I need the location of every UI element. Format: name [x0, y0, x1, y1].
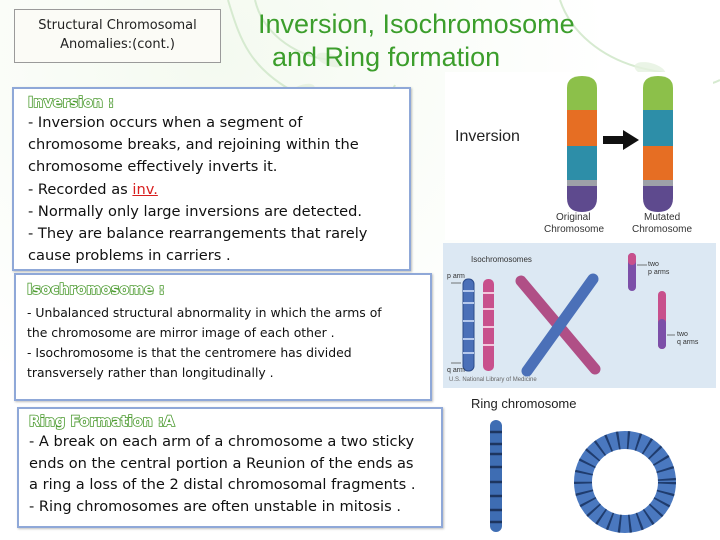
mutated-label-2: Chromosome	[632, 224, 693, 235]
ring-line: - A break on each arm of a chromosome a two sticky	[29, 433, 415, 450]
ring-line: ends on the central portion a Reunion of the ends as	[29, 454, 414, 472]
image-credit: U.S. National Library of Medicine	[449, 377, 537, 383]
section-label-line1: Structural Chromosomal	[38, 18, 197, 33]
isochromosome-body	[27, 303, 430, 383]
ring-figure-title: Ring chromosome	[471, 396, 577, 411]
isochromosome-figure	[443, 243, 716, 388]
isochromosome-figure-graphic	[443, 243, 716, 388]
mutated-label-1: Mutated	[644, 212, 681, 223]
inversion-line: chromosome effectively inverts it.	[28, 158, 278, 176]
ring-figure-graphic	[455, 392, 713, 534]
slide-title-line2: and Ring formation	[272, 42, 501, 72]
linear-chromosome	[490, 420, 502, 532]
ring-line: - Ring chromosomes are often unstable in mitosis .	[29, 497, 401, 515]
original-label-2: Chromosome	[544, 224, 605, 235]
pink-chromosome	[483, 279, 494, 371]
two-q-arms-label-1: two	[677, 331, 688, 338]
ring-body	[29, 431, 441, 517]
inversion-line	[28, 179, 409, 201]
slide-title-line1: Inversion, Isochromosome	[258, 9, 575, 39]
original-label-1: Original	[556, 212, 591, 223]
ring-figure	[455, 392, 713, 534]
ring-text-box	[17, 407, 443, 528]
inversion-code: inv.	[132, 180, 158, 198]
p-arm-label: p arm	[447, 273, 465, 280]
section-label	[14, 9, 221, 63]
arrow-right-icon	[603, 130, 639, 150]
original-chromosome	[567, 76, 597, 212]
slide-title	[258, 8, 698, 74]
inversion-line: - They are balance rearrangements that rarely	[28, 225, 368, 243]
isochromosome-heading: Isochromosome :	[27, 282, 165, 298]
isochromosome-line: - Unbalanced structural abnormality in which the arms of	[27, 305, 382, 320]
isochromosome-figure-title: Isochromosomes	[471, 255, 532, 264]
two-p-arms-label-1: two	[648, 261, 659, 268]
inversion-line: cause problems in carriers .	[28, 247, 231, 265]
two-p-arms-chromosome	[628, 253, 636, 291]
section-label-line2: Anomalies:(cont.)	[60, 37, 175, 52]
x-shaped-chromosomes	[521, 279, 595, 371]
inversion-figure-title: Inversion	[455, 128, 520, 145]
inversion-body	[28, 112, 409, 267]
q-arm-label: q arm	[447, 367, 465, 374]
inversion-text-box	[12, 87, 411, 271]
isochromosome-text-box	[14, 273, 432, 401]
inversion-recorded-prefix: - Recorded as	[28, 180, 133, 198]
inversion-heading: Inversion :	[28, 95, 115, 111]
inversion-line: - Inversion occurs when a segment of	[28, 114, 303, 131]
two-q-arms-label-2: q arms	[677, 339, 699, 346]
inversion-line: - Normally only large inversions are detected.	[28, 202, 362, 220]
ring-heading: Ring Formation :A	[29, 414, 175, 430]
mutated-chromosome	[643, 76, 673, 212]
isochromosome-line: the chromosome are mirror image of each other .	[27, 325, 335, 340]
inversion-line: chromosome breaks, and rejoining within the	[28, 136, 359, 154]
inversion-figure	[445, 72, 713, 240]
two-q-arms-chromosome	[658, 291, 666, 349]
two-p-arms-label-2: p arms	[648, 269, 670, 276]
normal-chromosome	[463, 279, 474, 371]
isochromosome-line: transversely rather than longitudinally .	[27, 365, 274, 380]
isochromosome-line: - Isochromosome is that the centromere has divided	[27, 345, 352, 360]
ring-chromosome	[583, 440, 667, 524]
ring-line: a ring a loss of the 2 distal chromosomal fragments .	[29, 476, 416, 493]
